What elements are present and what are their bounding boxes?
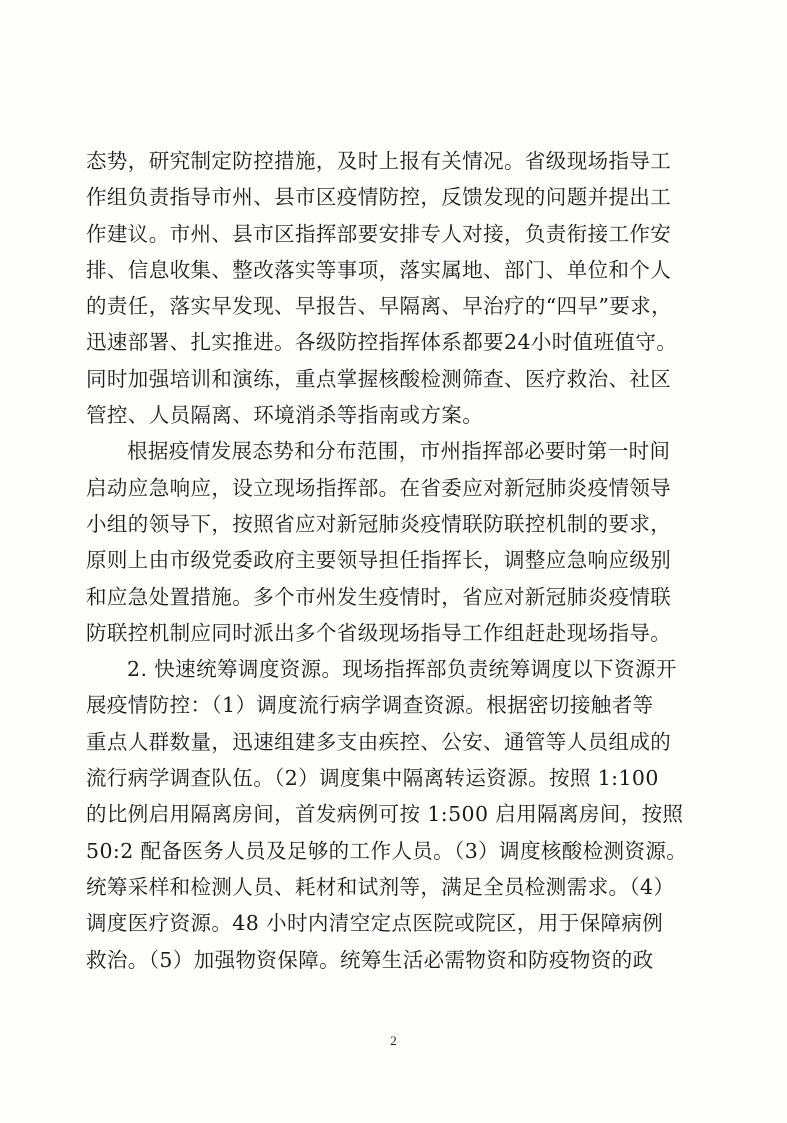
text-line: 调度医疗资源。48 小时内清空定点医院或院区，用于保障病例: [86, 911, 664, 936]
text-line: 作建议。市州、县市区指挥部要安排专人对接，负责衔接工作安: [86, 221, 672, 246]
paragraph-emergency-response: [86, 433, 701, 651]
text-line: 管控、人员隔离、环境消杀等指南或方案。: [86, 403, 484, 428]
text-line: 救治。（5）加强物资保障。统筹生活必需物资和防疫物资的政: [86, 947, 654, 972]
text-line: 和应急处置措施。多个市州发生疫情时，省应对新冠肺炎疫情联: [86, 584, 672, 609]
text-line: 同时加强培训和演练，重点掌握核酸检测筛查、医疗救治、社区: [86, 366, 672, 391]
text-line: 排、信息收集、整改落实等事项，落实属地、部门、单位和个人: [86, 257, 672, 282]
text-line: 迅速部署、扎实推进。各级防控指挥体系都要24小时值班值守。: [86, 330, 678, 355]
text-line: 根据疫情发展态势和分布范围，市州指挥部必要时第一时间: [127, 439, 671, 464]
text-line: 50:2 配备医务人员及足够的工作人员。（3）调度核酸检测资源。: [86, 838, 688, 863]
text-line: 作组负责指导市州、县市区疫情防控，反馈发现的问题并提出工: [86, 185, 672, 210]
text-line: 流行病学调查队伍。（2）调度集中隔离转运资源。按照 1:100: [86, 766, 659, 791]
text-line: 防联控机制应同时派出多个省级现场指导工作组赶赴现场指导。: [86, 620, 672, 645]
text-line: 态势，研究制定防控措施，及时上报有关情况。省级现场指导工: [86, 149, 672, 173]
text-line: 的责任，落实早发现、早报告、早隔离、早治疗的“四早”要求，: [86, 294, 673, 319]
page-number: 2: [390, 1033, 397, 1048]
text-line: 的比例启用隔离房间，首发病例可按 1:500 启用隔离房间，按照: [86, 802, 684, 827]
text-line: 启动应急响应，设立现场指挥部。在省委应对新冠肺炎疫情领导: [86, 475, 672, 500]
text-line: 2. 快速统筹调度资源。现场指挥部负责统筹调度以下资源开: [127, 657, 677, 682]
paragraph-situation-research: [86, 143, 701, 433]
body-text: [86, 143, 701, 978]
text-line: 统筹采样和检测人员、耗材和试剂等，满足全员检测需求。（4）: [86, 874, 675, 899]
text-line: 展疫情防控：（1）调度流行病学调查资源。根据密切接触者等: [86, 693, 654, 718]
text-line: 原则上由市级党委政府主要领导担任指挥长，调整应急响应级别: [86, 548, 672, 573]
paragraph-resource-dispatch: [86, 651, 701, 978]
text-line: 小组的领导下，按照省应对新冠肺炎疫情联防联控机制的要求，: [86, 511, 672, 536]
text-line: 重点人群数量，迅速组建多支由疾控、公安、通管等人员组成的: [86, 729, 672, 754]
